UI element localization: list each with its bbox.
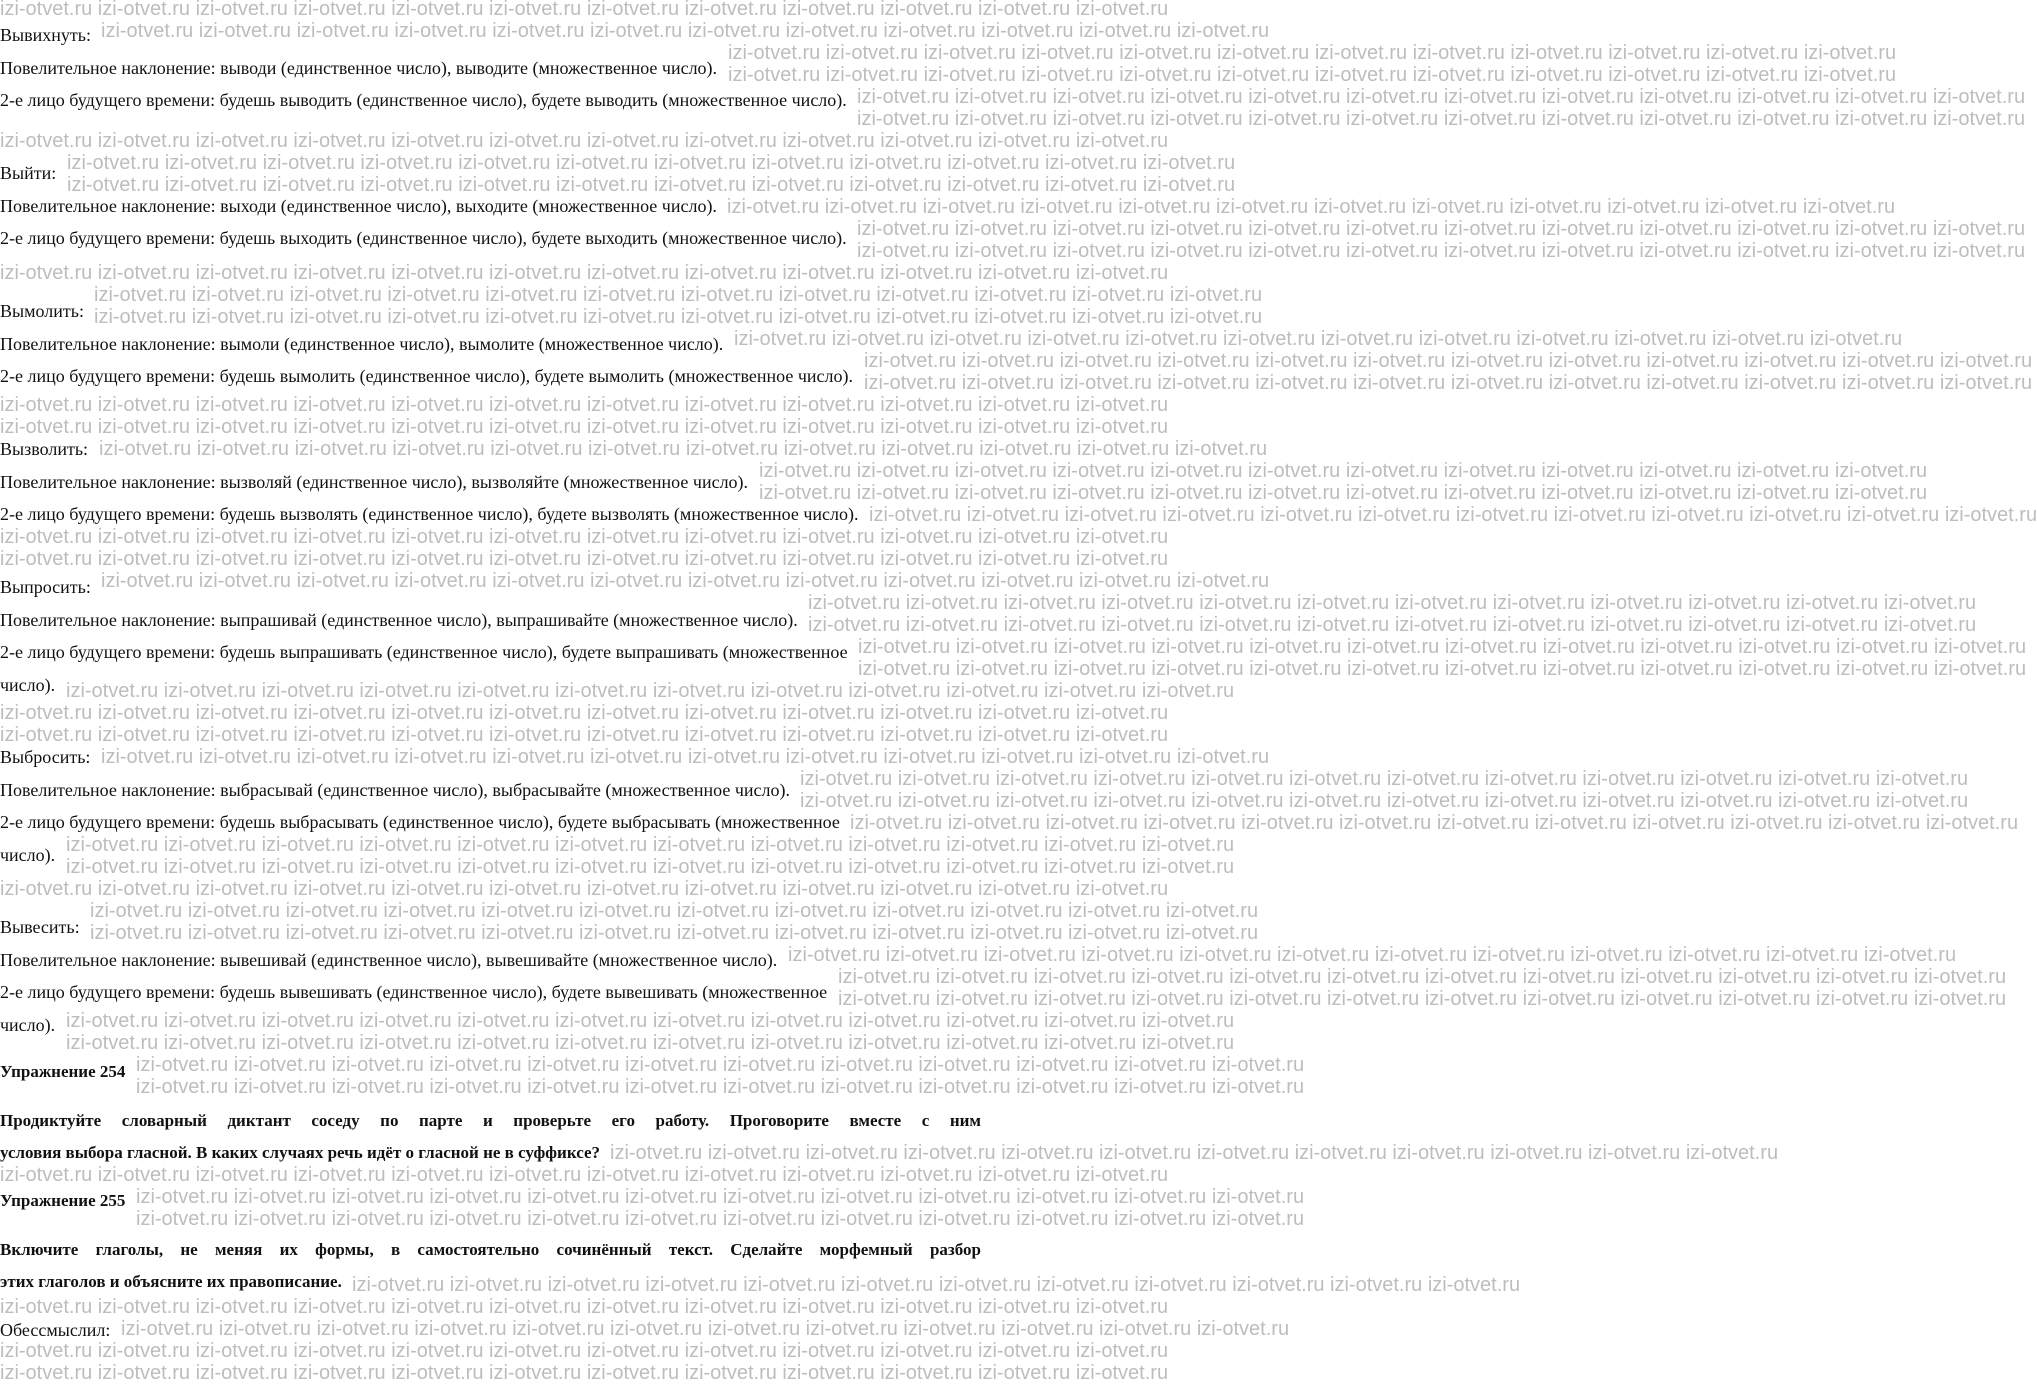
watermark-row: izi-otvet.ru izi-otvet.ru izi-otvet.ru izi-otvet.ru izi-otvet.ru izi-otvet.ru izi-otvet.ru izi-otvet.ru izi-otvet.ru izi-otvet.ru izi-otvet.ru izi-otvet.ru xyxy=(101,746,1270,768)
future-line-wrap: число). xyxy=(0,675,56,695)
future-line: 2-е лицо будущего времени: будешь вымолить (единственное число), будете вымолить (множественное число). xyxy=(0,366,854,386)
watermark-row: izi-otvet.ru izi-otvet.ru izi-otvet.ru izi-otvet.ru izi-otvet.ru izi-otvet.ru izi-otvet.ru izi-otvet.ru izi-otvet.ru izi-otvet.ru izi-otvet.ru izi-otvet.ru xyxy=(94,306,1263,328)
watermark-row: izi-otvet.ru izi-otvet.ru izi-otvet.ru izi-otvet.ru izi-otvet.ru izi-otvet.ru izi-otvet.ru izi-otvet.ru izi-otvet.ru izi-otvet.ru izi-otvet.ru izi-otvet.ru xyxy=(0,416,1169,438)
watermark-row: izi-otvet.ru izi-otvet.ru izi-otvet.ru izi-otvet.ru izi-otvet.ru izi-otvet.ru izi-otvet.ru izi-otvet.ru izi-otvet.ru izi-otvet.ru izi-otvet.ru izi-otvet.ru xyxy=(0,702,1169,724)
watermark-row: izi-otvet.ru izi-otvet.ru izi-otvet.ru izi-otvet.ru izi-otvet.ru izi-otvet.ru izi-otvet.ru izi-otvet.ru izi-otvet.ru izi-otvet.ru izi-otvet.ru izi-otvet.ru xyxy=(101,570,1270,592)
watermark-row: izi-otvet.ru izi-otvet.ru izi-otvet.ru izi-otvet.ru izi-otvet.ru izi-otvet.ru izi-otvet.ru izi-otvet.ru izi-otvet.ru izi-otvet.ru izi-otvet.ru izi-otvet.ru xyxy=(858,636,2027,658)
watermark-row: izi-otvet.ru izi-otvet.ru izi-otvet.ru izi-otvet.ru izi-otvet.ru izi-otvet.ru izi-otvet.ru izi-otvet.ru izi-otvet.ru izi-otvet.ru izi-otvet.ru izi-otvet.ru xyxy=(808,592,1977,614)
future-line: 2-е лицо будущего времени: будешь выпрашивать (единственное число), будете выпрашивать (множественное xyxy=(0,642,848,662)
watermark-row: izi-otvet.ru izi-otvet.ru izi-otvet.ru izi-otvet.ru izi-otvet.ru izi-otvet.ru izi-otvet.ru izi-otvet.ru izi-otvet.ru izi-otvet.ru izi-otvet.ru izi-otvet.ru xyxy=(0,724,1169,746)
exercise-255-task: Включите глаголы, не меняя их формы, в самостоятельно сочинённый текст. Сделайте морфемный разбор xyxy=(0,1240,981,1259)
verb-heading: Выйти: xyxy=(0,163,57,183)
future-line: 2-е лицо будущего времени: будешь вывешивать (единственное число), будете вывешивать (множественное xyxy=(0,982,828,1002)
verb-heading: Выбросить: xyxy=(0,747,91,767)
watermark-row: izi-otvet.ru izi-otvet.ru izi-otvet.ru izi-otvet.ru izi-otvet.ru izi-otvet.ru izi-otvet.ru izi-otvet.ru izi-otvet.ru izi-otvet.ru izi-otvet.ru izi-otvet.ru xyxy=(0,1340,1169,1362)
watermark-row: izi-otvet.ru izi-otvet.ru izi-otvet.ru izi-otvet.ru izi-otvet.ru izi-otvet.ru izi-otvet.ru izi-otvet.ru izi-otvet.ru izi-otvet.ru izi-otvet.ru izi-otvet.ru xyxy=(99,438,1268,460)
verb-heading: Вызволить: xyxy=(0,439,89,459)
future-line: 2-е лицо будущего времени: будешь вызволять (единственное число), будете вызволять (множественное число). xyxy=(0,504,859,524)
watermark-row: izi-otvet.ru izi-otvet.ru izi-otvet.ru izi-otvet.ru izi-otvet.ru izi-otvet.ru izi-otvet.ru izi-otvet.ru izi-otvet.ru izi-otvet.ru izi-otvet.ru izi-otvet.ru xyxy=(0,1164,1169,1186)
watermark-row: izi-otvet.ru izi-otvet.ru izi-otvet.ru izi-otvet.ru izi-otvet.ru izi-otvet.ru izi-otvet.ru izi-otvet.ru izi-otvet.ru izi-otvet.ru izi-otvet.ru izi-otvet.ru xyxy=(857,86,2026,108)
watermark-row: izi-otvet.ru izi-otvet.ru izi-otvet.ru izi-otvet.ru izi-otvet.ru izi-otvet.ru izi-otvet.ru izi-otvet.ru izi-otvet.ru izi-otvet.ru izi-otvet.ru izi-otvet.ru xyxy=(136,1186,1305,1208)
watermark-row: izi-otvet.ru izi-otvet.ru izi-otvet.ru izi-otvet.ru izi-otvet.ru izi-otvet.ru izi-otvet.ru izi-otvet.ru izi-otvet.ru izi-otvet.ru izi-otvet.ru izi-otvet.ru xyxy=(90,900,1259,922)
watermark-row: izi-otvet.ru izi-otvet.ru izi-otvet.ru izi-otvet.ru izi-otvet.ru izi-otvet.ru izi-otvet.ru izi-otvet.ru izi-otvet.ru izi-otvet.ru izi-otvet.ru izi-otvet.ru xyxy=(136,1076,1305,1098)
watermark-row: izi-otvet.ru izi-otvet.ru izi-otvet.ru izi-otvet.ru izi-otvet.ru izi-otvet.ru izi-otvet.ru izi-otvet.ru izi-otvet.ru izi-otvet.ru izi-otvet.ru izi-otvet.ru xyxy=(0,1362,1169,1384)
watermark-row: izi-otvet.ru izi-otvet.ru izi-otvet.ru izi-otvet.ru izi-otvet.ru izi-otvet.ru izi-otvet.ru izi-otvet.ru izi-otvet.ru izi-otvet.ru izi-otvet.ru izi-otvet.ru xyxy=(857,240,2026,262)
watermark-row: izi-otvet.ru izi-otvet.ru izi-otvet.ru izi-otvet.ru izi-otvet.ru izi-otvet.ru izi-otvet.ru izi-otvet.ru izi-otvet.ru izi-otvet.ru izi-otvet.ru izi-otvet.ru xyxy=(838,988,2007,1010)
verb-heading: Выпросить: xyxy=(0,577,91,597)
imperative-line: Повелительное наклонение: вымоли (единственное число), вымолите (множественное число). xyxy=(0,334,724,354)
watermark-row: izi-otvet.ru izi-otvet.ru izi-otvet.ru izi-otvet.ru izi-otvet.ru izi-otvet.ru izi-otvet.ru izi-otvet.ru izi-otvet.ru izi-otvet.ru izi-otvet.ru izi-otvet.ru xyxy=(66,1032,1235,1054)
exercise-255-task: этих глаголов и объясните их правописание. xyxy=(0,1272,342,1291)
verb-heading: Вывесить: xyxy=(0,917,80,937)
watermark-row: izi-otvet.ru izi-otvet.ru izi-otvet.ru izi-otvet.ru izi-otvet.ru izi-otvet.ru izi-otvet.ru izi-otvet.ru izi-otvet.ru izi-otvet.ru izi-otvet.ru izi-otvet.ru xyxy=(808,614,1977,636)
watermark-row: izi-otvet.ru izi-otvet.ru izi-otvet.ru izi-otvet.ru izi-otvet.ru izi-otvet.ru izi-otvet.ru izi-otvet.ru izi-otvet.ru izi-otvet.ru izi-otvet.ru izi-otvet.ru xyxy=(352,1274,1521,1296)
watermark-row: izi-otvet.ru izi-otvet.ru izi-otvet.ru izi-otvet.ru izi-otvet.ru izi-otvet.ru izi-otvet.ru izi-otvet.ru izi-otvet.ru izi-otvet.ru izi-otvet.ru izi-otvet.ru xyxy=(864,372,2033,394)
watermark-row: izi-otvet.ru izi-otvet.ru izi-otvet.ru izi-otvet.ru izi-otvet.ru izi-otvet.ru izi-otvet.ru izi-otvet.ru izi-otvet.ru izi-otvet.ru izi-otvet.ru izi-otvet.ru xyxy=(90,922,1259,944)
watermark-row: izi-otvet.ru izi-otvet.ru izi-otvet.ru izi-otvet.ru izi-otvet.ru izi-otvet.ru izi-otvet.ru izi-otvet.ru izi-otvet.ru izi-otvet.ru izi-otvet.ru izi-otvet.ru xyxy=(0,394,1169,416)
watermark-row: izi-otvet.ru izi-otvet.ru izi-otvet.ru izi-otvet.ru izi-otvet.ru izi-otvet.ru izi-otvet.ru izi-otvet.ru izi-otvet.ru izi-otvet.ru izi-otvet.ru izi-otvet.ru xyxy=(136,1054,1305,1076)
future-line: 2-е лицо будущего времени: будешь выходить (единственное число), будете выходить (множественное число). xyxy=(0,228,847,248)
watermark-row: izi-otvet.ru izi-otvet.ru izi-otvet.ru izi-otvet.ru izi-otvet.ru izi-otvet.ru izi-otvet.ru izi-otvet.ru izi-otvet.ru izi-otvet.ru izi-otvet.ru izi-otvet.ru xyxy=(66,1010,1235,1032)
watermark-row: izi-otvet.ru izi-otvet.ru izi-otvet.ru izi-otvet.ru izi-otvet.ru izi-otvet.ru izi-otvet.ru izi-otvet.ru izi-otvet.ru izi-otvet.ru izi-otvet.ru izi-otvet.ru xyxy=(0,526,1169,548)
watermark-row: izi-otvet.ru izi-otvet.ru izi-otvet.ru izi-otvet.ru izi-otvet.ru izi-otvet.ru izi-otvet.ru izi-otvet.ru izi-otvet.ru izi-otvet.ru izi-otvet.ru izi-otvet.ru xyxy=(67,174,1236,196)
imperative-line: Повелительное наклонение: выпрашивай (единственное число), выпрашивайте (множественное число). xyxy=(0,610,798,630)
watermark-row: izi-otvet.ru izi-otvet.ru izi-otvet.ru izi-otvet.ru izi-otvet.ru izi-otvet.ru izi-otvet.ru izi-otvet.ru izi-otvet.ru izi-otvet.ru izi-otvet.ru izi-otvet.ru xyxy=(0,262,1169,284)
watermark-row: izi-otvet.ru izi-otvet.ru izi-otvet.ru izi-otvet.ru izi-otvet.ru izi-otvet.ru izi-otvet.ru izi-otvet.ru izi-otvet.ru izi-otvet.ru izi-otvet.ru izi-otvet.ru xyxy=(869,504,2037,526)
watermark-row: izi-otvet.ru izi-otvet.ru izi-otvet.ru izi-otvet.ru izi-otvet.ru izi-otvet.ru izi-otvet.ru izi-otvet.ru izi-otvet.ru izi-otvet.ru izi-otvet.ru izi-otvet.ru xyxy=(857,218,2026,240)
watermark-row: izi-otvet.ru izi-otvet.ru izi-otvet.ru izi-otvet.ru izi-otvet.ru izi-otvet.ru izi-otvet.ru izi-otvet.ru izi-otvet.ru izi-otvet.ru izi-otvet.ru izi-otvet.ru xyxy=(101,20,1270,42)
watermark-row: izi-otvet.ru izi-otvet.ru izi-otvet.ru izi-otvet.ru izi-otvet.ru izi-otvet.ru izi-otvet.ru izi-otvet.ru izi-otvet.ru izi-otvet.ru izi-otvet.ru izi-otvet.ru xyxy=(66,680,1235,702)
watermark-row: izi-otvet.ru izi-otvet.ru izi-otvet.ru izi-otvet.ru izi-otvet.ru izi-otvet.ru izi-otvet.ru izi-otvet.ru izi-otvet.ru izi-otvet.ru izi-otvet.ru izi-otvet.ru xyxy=(728,64,1897,86)
watermark-row: izi-otvet.ru izi-otvet.ru izi-otvet.ru izi-otvet.ru izi-otvet.ru izi-otvet.ru izi-otvet.ru izi-otvet.ru izi-otvet.ru izi-otvet.ru izi-otvet.ru izi-otvet.ru xyxy=(67,152,1236,174)
watermark-row: izi-otvet.ru izi-otvet.ru izi-otvet.ru izi-otvet.ru izi-otvet.ru izi-otvet.ru izi-otvet.ru izi-otvet.ru izi-otvet.ru izi-otvet.ru izi-otvet.ru izi-otvet.ru xyxy=(838,966,2007,988)
watermark-row: izi-otvet.ru izi-otvet.ru izi-otvet.ru izi-otvet.ru izi-otvet.ru izi-otvet.ru izi-otvet.ru izi-otvet.ru izi-otvet.ru izi-otvet.ru izi-otvet.ru izi-otvet.ru xyxy=(728,42,1897,64)
watermark-row: izi-otvet.ru izi-otvet.ru izi-otvet.ru izi-otvet.ru izi-otvet.ru izi-otvet.ru izi-otvet.ru izi-otvet.ru izi-otvet.ru izi-otvet.ru izi-otvet.ru izi-otvet.ru xyxy=(94,284,1263,306)
verb-heading: Вымолить: xyxy=(0,301,84,321)
exercise-254-task: условия выбора гласной. В каких случаях речь идёт о гласной не в суффиксе? xyxy=(0,1143,600,1162)
watermark-row: izi-otvet.ru izi-otvet.ru izi-otvet.ru izi-otvet.ru izi-otvet.ru izi-otvet.ru izi-otvet.ru izi-otvet.ru izi-otvet.ru izi-otvet.ru izi-otvet.ru izi-otvet.ru xyxy=(850,812,2019,834)
imperative-line: Повелительное наклонение: выходи (единственное число), выходите (множественное число). xyxy=(0,196,717,216)
watermark-row: izi-otvet.ru izi-otvet.ru izi-otvet.ru izi-otvet.ru izi-otvet.ru izi-otvet.ru izi-otvet.ru izi-otvet.ru izi-otvet.ru izi-otvet.ru izi-otvet.ru izi-otvet.ru xyxy=(0,548,1169,570)
exercise-254-task: Продиктуйте словарный диктант соседу по парте и проверьте его работу. Проговорите вместе с ним xyxy=(0,1111,981,1130)
watermark-row: izi-otvet.ru izi-otvet.ru izi-otvet.ru izi-otvet.ru izi-otvet.ru izi-otvet.ru izi-otvet.ru izi-otvet.ru izi-otvet.ru izi-otvet.ru izi-otvet.ru izi-otvet.ru xyxy=(0,878,1169,900)
imperative-line: Повелительное наклонение: выбрасывай (единственное число), выбрасывайте (множественное число). xyxy=(0,780,790,800)
imperative-line: Повелительное наклонение: вызволяй (единственное число), вызволяйте (множественное число). xyxy=(0,472,749,492)
watermark-row: izi-otvet.ru izi-otvet.ru izi-otvet.ru izi-otvet.ru izi-otvet.ru izi-otvet.ru izi-otvet.ru izi-otvet.ru izi-otvet.ru izi-otvet.ru izi-otvet.ru izi-otvet.ru xyxy=(864,350,2033,372)
watermark-row: izi-otvet.ru izi-otvet.ru izi-otvet.ru izi-otvet.ru izi-otvet.ru izi-otvet.ru izi-otvet.ru izi-otvet.ru izi-otvet.ru izi-otvet.ru izi-otvet.ru izi-otvet.ru xyxy=(610,1142,1779,1164)
imperative-line: Повелительное наклонение: выводи (единственное число), выводите (множественное число). xyxy=(0,58,718,78)
watermark-row: izi-otvet.ru izi-otvet.ru izi-otvet.ru izi-otvet.ru izi-otvet.ru izi-otvet.ru izi-otvet.ru izi-otvet.ru izi-otvet.ru izi-otvet.ru izi-otvet.ru izi-otvet.ru xyxy=(759,460,1928,482)
watermark-row: izi-otvet.ru izi-otvet.ru izi-otvet.ru izi-otvet.ru izi-otvet.ru izi-otvet.ru izi-otvet.ru izi-otvet.ru izi-otvet.ru izi-otvet.ru izi-otvet.ru izi-otvet.ru xyxy=(0,130,1169,152)
watermark-row: izi-otvet.ru izi-otvet.ru izi-otvet.ru izi-otvet.ru izi-otvet.ru izi-otvet.ru izi-otvet.ru izi-otvet.ru izi-otvet.ru izi-otvet.ru izi-otvet.ru izi-otvet.ru xyxy=(857,108,2026,130)
imperative-line: Повелительное наклонение: вывешивай (единственное число), вывешивайте (множественное число). xyxy=(0,950,778,970)
watermark-row: izi-otvet.ru izi-otvet.ru izi-otvet.ru izi-otvet.ru izi-otvet.ru izi-otvet.ru izi-otvet.ru izi-otvet.ru izi-otvet.ru izi-otvet.ru izi-otvet.ru izi-otvet.ru xyxy=(734,328,1903,350)
exercise-254-title: Упражнение 254 xyxy=(0,1062,126,1081)
watermark-row: izi-otvet.ru izi-otvet.ru izi-otvet.ru izi-otvet.ru izi-otvet.ru izi-otvet.ru izi-otvet.ru izi-otvet.ru izi-otvet.ru izi-otvet.ru izi-otvet.ru izi-otvet.ru xyxy=(858,658,2027,680)
verb-heading: Обессмыслил: xyxy=(0,1320,111,1340)
watermark-row: izi-otvet.ru izi-otvet.ru izi-otvet.ru izi-otvet.ru izi-otvet.ru izi-otvet.ru izi-otvet.ru izi-otvet.ru izi-otvet.ru izi-otvet.ru izi-otvet.ru izi-otvet.ru xyxy=(0,0,1169,20)
watermark-row: izi-otvet.ru izi-otvet.ru izi-otvet.ru izi-otvet.ru izi-otvet.ru izi-otvet.ru izi-otvet.ru izi-otvet.ru izi-otvet.ru izi-otvet.ru izi-otvet.ru izi-otvet.ru xyxy=(0,1296,1169,1318)
future-line-wrap: число). xyxy=(0,845,56,865)
future-line: 2-е лицо будущего времени: будешь выбрасывать (единственное число), будете выбрасывать (множественное xyxy=(0,812,840,832)
watermark-row: izi-otvet.ru izi-otvet.ru izi-otvet.ru izi-otvet.ru izi-otvet.ru izi-otvet.ru izi-otvet.ru izi-otvet.ru izi-otvet.ru izi-otvet.ru izi-otvet.ru izi-otvet.ru xyxy=(800,790,1969,812)
exercise-255-title: Упражнение 255 xyxy=(0,1191,126,1210)
watermark-row: izi-otvet.ru izi-otvet.ru izi-otvet.ru izi-otvet.ru izi-otvet.ru izi-otvet.ru izi-otvet.ru izi-otvet.ru izi-otvet.ru izi-otvet.ru izi-otvet.ru izi-otvet.ru xyxy=(66,856,1235,878)
future-line: 2-е лицо будущего времени: будешь выводить (единственное число), будете выводить (множественное число). xyxy=(0,90,847,110)
watermark-row: izi-otvet.ru izi-otvet.ru izi-otvet.ru izi-otvet.ru izi-otvet.ru izi-otvet.ru izi-otvet.ru izi-otvet.ru izi-otvet.ru izi-otvet.ru izi-otvet.ru izi-otvet.ru xyxy=(66,834,1235,856)
watermark-row: izi-otvet.ru izi-otvet.ru izi-otvet.ru izi-otvet.ru izi-otvet.ru izi-otvet.ru izi-otvet.ru izi-otvet.ru izi-otvet.ru izi-otvet.ru izi-otvet.ru izi-otvet.ru xyxy=(800,768,1969,790)
watermark-row: izi-otvet.ru izi-otvet.ru izi-otvet.ru izi-otvet.ru izi-otvet.ru izi-otvet.ru izi-otvet.ru izi-otvet.ru izi-otvet.ru izi-otvet.ru izi-otvet.ru izi-otvet.ru xyxy=(727,196,1896,218)
watermark-row: izi-otvet.ru izi-otvet.ru izi-otvet.ru izi-otvet.ru izi-otvet.ru izi-otvet.ru izi-otvet.ru izi-otvet.ru izi-otvet.ru izi-otvet.ru izi-otvet.ru izi-otvet.ru xyxy=(788,944,1957,966)
watermark-row: izi-otvet.ru izi-otvet.ru izi-otvet.ru izi-otvet.ru izi-otvet.ru izi-otvet.ru izi-otvet.ru izi-otvet.ru izi-otvet.ru izi-otvet.ru izi-otvet.ru izi-otvet.ru xyxy=(759,482,1928,504)
verb-heading: Вывихнуть: xyxy=(0,25,91,45)
future-line-wrap: число). xyxy=(0,1015,56,1035)
watermark-row: izi-otvet.ru izi-otvet.ru izi-otvet.ru izi-otvet.ru izi-otvet.ru izi-otvet.ru izi-otvet.ru izi-otvet.ru izi-otvet.ru izi-otvet.ru izi-otvet.ru izi-otvet.ru xyxy=(136,1208,1305,1230)
watermark-row: izi-otvet.ru izi-otvet.ru izi-otvet.ru izi-otvet.ru izi-otvet.ru izi-otvet.ru izi-otvet.ru izi-otvet.ru izi-otvet.ru izi-otvet.ru izi-otvet.ru izi-otvet.ru xyxy=(121,1318,1290,1340)
